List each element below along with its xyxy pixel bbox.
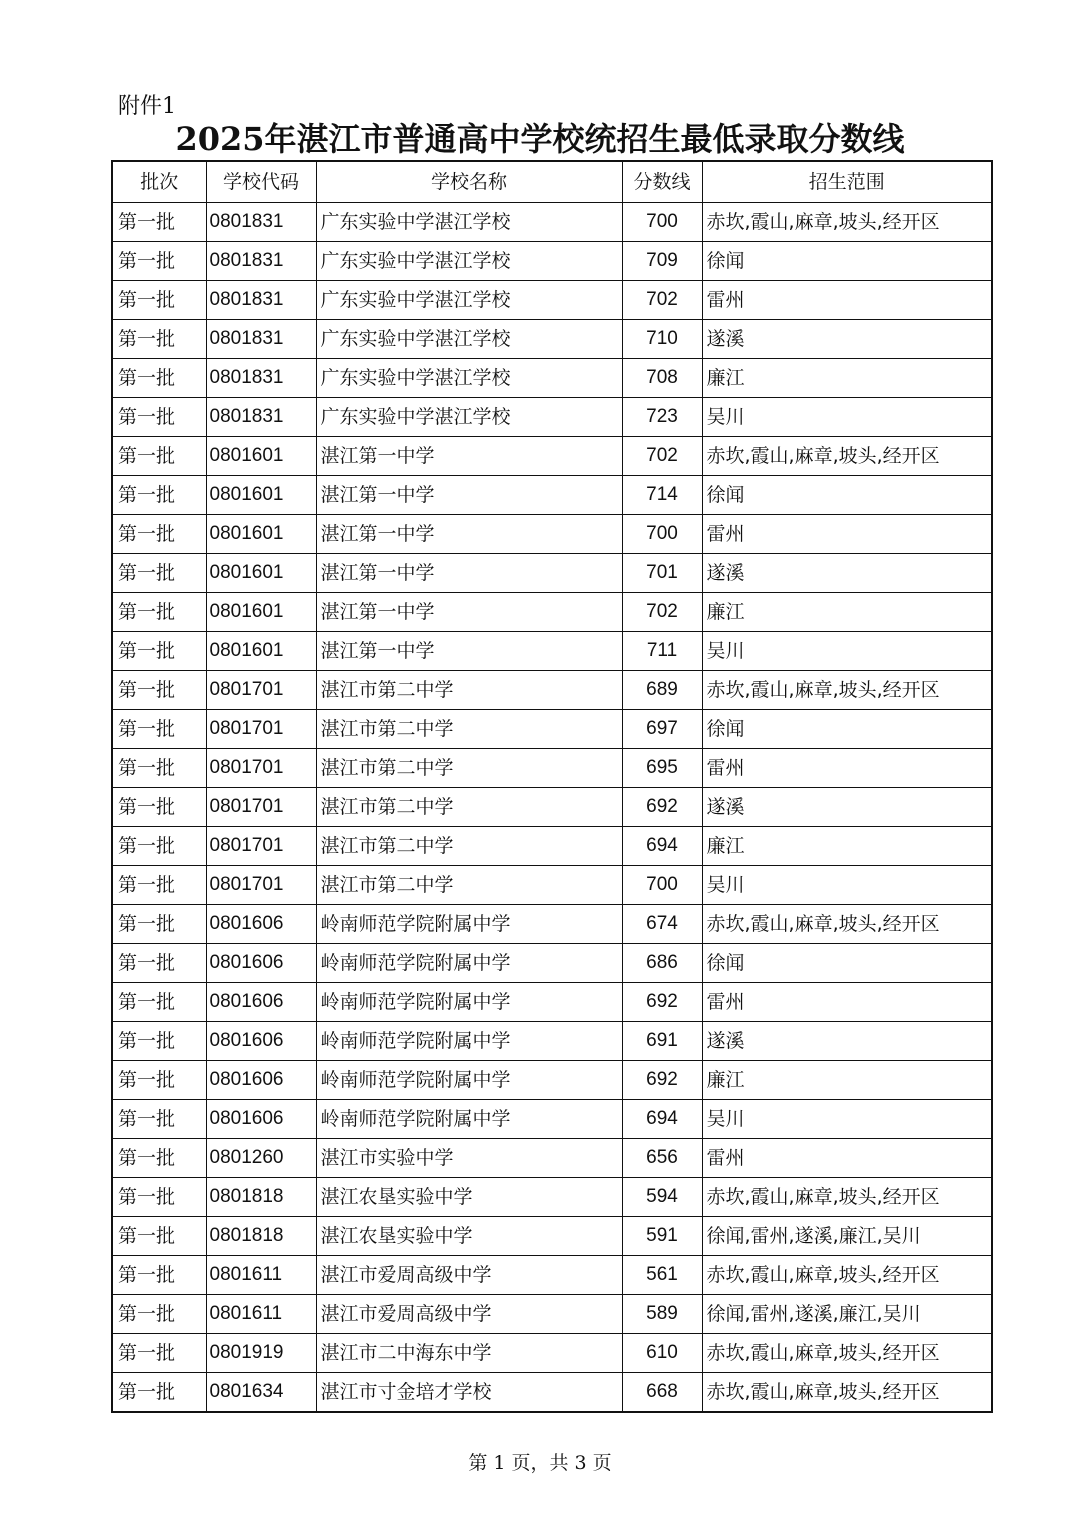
cell-school-name: 广东实验中学湛江学校 (316, 398, 622, 437)
cell-school-name: 湛江第一中学 (316, 437, 622, 476)
table-row (112, 905, 992, 944)
cell-score: 694 (622, 827, 702, 866)
cell-score: 589 (622, 1295, 702, 1334)
cell-school-code: 0801601 (206, 515, 316, 554)
header-enrollment-range: 招生范围 (702, 161, 992, 203)
cell-score: 561 (622, 1256, 702, 1295)
cell-score: 697 (622, 710, 702, 749)
cell-enrollment-range: 赤坎,霞山,麻章,坡头,经开区 (702, 1334, 992, 1373)
cell-score: 714 (622, 476, 702, 515)
table-row (112, 1178, 992, 1217)
cell-batch: 第一批 (112, 1217, 206, 1256)
cell-batch: 第一批 (112, 827, 206, 866)
cell-school-code: 0801601 (206, 476, 316, 515)
cell-enrollment-range: 雷州 (702, 281, 992, 320)
cell-school-code: 0801601 (206, 593, 316, 632)
table-row (112, 1100, 992, 1139)
cell-school-code: 0801701 (206, 827, 316, 866)
cell-batch: 第一批 (112, 1295, 206, 1334)
cell-batch: 第一批 (112, 983, 206, 1022)
cell-school-code: 0801831 (206, 359, 316, 398)
cell-school-name: 湛江市二中海东中学 (316, 1334, 622, 1373)
cell-batch: 第一批 (112, 905, 206, 944)
table-row (112, 593, 992, 632)
cell-batch: 第一批 (112, 1256, 206, 1295)
cell-batch: 第一批 (112, 749, 206, 788)
cell-enrollment-range: 廉江 (702, 359, 992, 398)
cell-school-code: 0801818 (206, 1178, 316, 1217)
cell-score: 594 (622, 1178, 702, 1217)
cell-school-name: 湛江市第二中学 (316, 827, 622, 866)
cell-school-name: 湛江市第二中学 (316, 866, 622, 905)
table-row (112, 242, 992, 281)
cell-enrollment-range: 遂溪 (702, 1022, 992, 1061)
header-school-code: 学校代码 (206, 161, 316, 203)
cell-school-code: 0801831 (206, 398, 316, 437)
header-row (112, 161, 992, 203)
cell-batch: 第一批 (112, 554, 206, 593)
cell-school-code: 0801601 (206, 632, 316, 671)
cell-batch: 第一批 (112, 710, 206, 749)
cell-batch: 第一批 (112, 944, 206, 983)
cell-enrollment-range: 赤坎,霞山,麻章,坡头,经开区 (702, 1256, 992, 1295)
table-row (112, 632, 992, 671)
header-score: 分数线 (622, 161, 702, 203)
cell-school-name: 湛江市第二中学 (316, 788, 622, 827)
cell-score: 591 (622, 1217, 702, 1256)
cell-batch: 第一批 (112, 359, 206, 398)
cell-score: 668 (622, 1373, 702, 1413)
cell-score: 701 (622, 554, 702, 593)
cell-score: 656 (622, 1139, 702, 1178)
cell-score: 711 (622, 632, 702, 671)
cell-school-name: 岭南师范学院附属中学 (316, 1100, 622, 1139)
cell-enrollment-range: 徐闻 (702, 944, 992, 983)
cell-score: 700 (622, 866, 702, 905)
cell-school-code: 0801611 (206, 1256, 316, 1295)
table-row (112, 1061, 992, 1100)
cell-enrollment-range: 赤坎,霞山,麻章,坡头,经开区 (702, 671, 992, 710)
cell-enrollment-range: 徐闻 (702, 242, 992, 281)
cell-score: 723 (622, 398, 702, 437)
cell-school-name: 岭南师范学院附属中学 (316, 944, 622, 983)
cell-school-code: 0801606 (206, 1022, 316, 1061)
table-row (112, 827, 992, 866)
cell-batch: 第一批 (112, 1061, 206, 1100)
cell-school-code: 0801919 (206, 1334, 316, 1373)
table-row (112, 1295, 992, 1334)
cell-batch: 第一批 (112, 242, 206, 281)
cell-enrollment-range: 遂溪 (702, 788, 992, 827)
table-row (112, 398, 992, 437)
document-title: 2025年湛江市普通高中学校统招生最低录取分数线 (175, 120, 905, 158)
cell-school-name: 广东实验中学湛江学校 (316, 242, 622, 281)
cell-score: 689 (622, 671, 702, 710)
cell-batch: 第一批 (112, 437, 206, 476)
cell-batch: 第一批 (112, 1139, 206, 1178)
cell-score: 700 (622, 203, 702, 242)
cell-school-name: 湛江第一中学 (316, 593, 622, 632)
cell-school-code: 0801831 (206, 242, 316, 281)
cell-school-name: 湛江市爱周高级中学 (316, 1295, 622, 1334)
table-row (112, 1022, 992, 1061)
table-header (112, 161, 992, 203)
cell-batch: 第一批 (112, 1373, 206, 1413)
cell-school-name: 湛江农垦实验中学 (316, 1178, 622, 1217)
cell-school-code: 0801818 (206, 1217, 316, 1256)
cell-batch: 第一批 (112, 632, 206, 671)
cell-school-code: 0801601 (206, 437, 316, 476)
cell-school-code: 0801701 (206, 710, 316, 749)
cell-score: 702 (622, 593, 702, 632)
cell-school-name: 湛江农垦实验中学 (316, 1217, 622, 1256)
table-row (112, 1256, 992, 1295)
cell-batch: 第一批 (112, 788, 206, 827)
cell-enrollment-range: 徐闻 (702, 710, 992, 749)
cell-enrollment-range: 遂溪 (702, 554, 992, 593)
table-row (112, 1217, 992, 1256)
cell-school-name: 湛江市第二中学 (316, 749, 622, 788)
cell-enrollment-range: 廉江 (702, 1061, 992, 1100)
table-row (112, 203, 992, 242)
cell-school-code: 0801601 (206, 554, 316, 593)
cell-batch: 第一批 (112, 671, 206, 710)
page-footer: 第 1 页，共 3 页 (468, 1452, 612, 1474)
cell-enrollment-range: 雷州 (702, 983, 992, 1022)
cell-school-code: 0801606 (206, 944, 316, 983)
cell-score: 610 (622, 1334, 702, 1373)
cell-batch: 第一批 (112, 281, 206, 320)
cell-score: 674 (622, 905, 702, 944)
table-body (112, 203, 992, 1413)
cell-school-name: 岭南师范学院附属中学 (316, 905, 622, 944)
cell-score: 692 (622, 788, 702, 827)
cell-enrollment-range: 赤坎,霞山,麻章,坡头,经开区 (702, 1373, 992, 1413)
cell-enrollment-range: 徐闻,雷州,遂溪,廉江,吴川 (702, 1217, 992, 1256)
cell-school-code: 0801831 (206, 203, 316, 242)
cell-school-name: 湛江市第二中学 (316, 710, 622, 749)
table-row (112, 320, 992, 359)
cell-score: 691 (622, 1022, 702, 1061)
table-row (112, 866, 992, 905)
cell-batch: 第一批 (112, 866, 206, 905)
cell-school-code: 0801831 (206, 320, 316, 359)
cell-score: 708 (622, 359, 702, 398)
table-row (112, 281, 992, 320)
cell-school-name: 湛江市实验中学 (316, 1139, 622, 1178)
header-school-name: 学校名称 (316, 161, 622, 203)
cell-school-name: 湛江第一中学 (316, 515, 622, 554)
cell-school-code: 0801701 (206, 749, 316, 788)
cell-school-name: 湛江市寸金培才学校 (316, 1373, 622, 1413)
table-row (112, 983, 992, 1022)
cell-school-name: 广东实验中学湛江学校 (316, 203, 622, 242)
table-row (112, 515, 992, 554)
cell-school-code: 0801606 (206, 905, 316, 944)
cell-enrollment-range: 赤坎,霞山,麻章,坡头,经开区 (702, 1178, 992, 1217)
cell-batch: 第一批 (112, 1100, 206, 1139)
table-row (112, 437, 992, 476)
cell-batch: 第一批 (112, 1178, 206, 1217)
cell-score: 710 (622, 320, 702, 359)
cell-score: 692 (622, 1061, 702, 1100)
attachment-label: 附件1 (118, 94, 176, 119)
cell-school-name: 广东实验中学湛江学校 (316, 320, 622, 359)
cell-enrollment-range: 赤坎,霞山,麻章,坡头,经开区 (702, 437, 992, 476)
cell-enrollment-range: 赤坎,霞山,麻章,坡头,经开区 (702, 905, 992, 944)
cell-enrollment-range: 吴川 (702, 398, 992, 437)
table-row (112, 476, 992, 515)
score-table (111, 160, 993, 1413)
cell-batch: 第一批 (112, 203, 206, 242)
table-row (112, 1139, 992, 1178)
cell-school-code: 0801701 (206, 671, 316, 710)
table-row (112, 1334, 992, 1373)
cell-score: 702 (622, 281, 702, 320)
cell-score: 709 (622, 242, 702, 281)
cell-school-name: 湛江市第二中学 (316, 671, 622, 710)
cell-score: 700 (622, 515, 702, 554)
cell-batch: 第一批 (112, 476, 206, 515)
cell-enrollment-range: 雷州 (702, 749, 992, 788)
cell-school-name: 广东实验中学湛江学校 (316, 359, 622, 398)
cell-school-code: 0801701 (206, 788, 316, 827)
cell-school-name: 岭南师范学院附属中学 (316, 983, 622, 1022)
cell-school-name: 湛江第一中学 (316, 476, 622, 515)
cell-score: 695 (622, 749, 702, 788)
table-row (112, 554, 992, 593)
cell-batch: 第一批 (112, 593, 206, 632)
cell-school-name: 岭南师范学院附属中学 (316, 1061, 622, 1100)
cell-school-code: 0801606 (206, 1100, 316, 1139)
cell-score: 692 (622, 983, 702, 1022)
cell-batch: 第一批 (112, 515, 206, 554)
table-row (112, 671, 992, 710)
cell-enrollment-range: 廉江 (702, 593, 992, 632)
cell-school-name: 湛江第一中学 (316, 632, 622, 671)
cell-score: 702 (622, 437, 702, 476)
cell-batch: 第一批 (112, 1022, 206, 1061)
cell-enrollment-range: 雷州 (702, 1139, 992, 1178)
cell-school-code: 0801634 (206, 1373, 316, 1413)
cell-school-name: 广东实验中学湛江学校 (316, 281, 622, 320)
cell-enrollment-range: 雷州 (702, 515, 992, 554)
cell-school-name: 湛江市爱周高级中学 (316, 1256, 622, 1295)
cell-school-name: 岭南师范学院附属中学 (316, 1022, 622, 1061)
table-row (112, 359, 992, 398)
table-row (112, 788, 992, 827)
cell-enrollment-range: 吴川 (702, 1100, 992, 1139)
cell-enrollment-range: 遂溪 (702, 320, 992, 359)
cell-enrollment-range: 徐闻 (702, 476, 992, 515)
cell-score: 686 (622, 944, 702, 983)
cell-school-code: 0801701 (206, 866, 316, 905)
cell-enrollment-range: 吴川 (702, 866, 992, 905)
cell-enrollment-range: 徐闻,雷州,遂溪,廉江,吴川 (702, 1295, 992, 1334)
table-row (112, 710, 992, 749)
cell-enrollment-range: 吴川 (702, 632, 992, 671)
cell-enrollment-range: 赤坎,霞山,麻章,坡头,经开区 (702, 203, 992, 242)
cell-enrollment-range: 廉江 (702, 827, 992, 866)
table-row (112, 1373, 992, 1413)
header-batch: 批次 (112, 161, 206, 203)
cell-score: 694 (622, 1100, 702, 1139)
cell-batch: 第一批 (112, 320, 206, 359)
cell-batch: 第一批 (112, 1334, 206, 1373)
table-row (112, 944, 992, 983)
cell-school-code: 0801606 (206, 1061, 316, 1100)
cell-school-code: 0801611 (206, 1295, 316, 1334)
cell-school-name: 湛江第一中学 (316, 554, 622, 593)
cell-school-code: 0801606 (206, 983, 316, 1022)
cell-school-code: 0801260 (206, 1139, 316, 1178)
table-row (112, 749, 992, 788)
cell-school-code: 0801831 (206, 281, 316, 320)
cell-batch: 第一批 (112, 398, 206, 437)
